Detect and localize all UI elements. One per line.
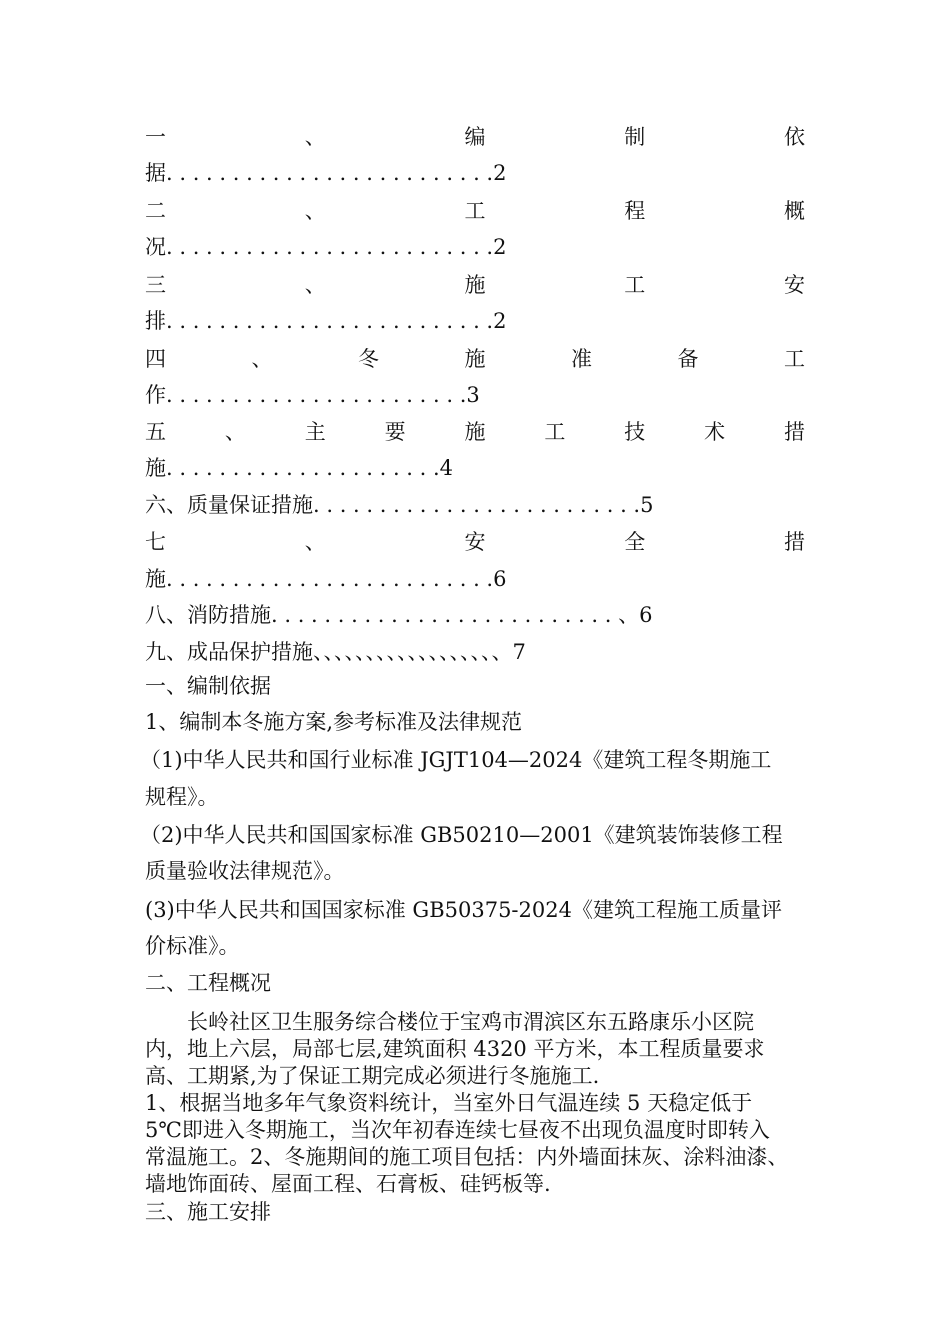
toc-heading-char: 程 <box>624 199 646 223</box>
toc-entry-leader[interactable]: 排. . . . . . . . . . . . . . . . . . . . . . . . .2 <box>145 309 507 333</box>
toc-entry-leader[interactable]: 施. . . . . . . . . . . . . . . . . . . . . . . . .6 <box>145 567 507 591</box>
toc-heading-char: 冬 <box>358 347 379 371</box>
overview-line: 5℃即进入冬期施工，当次年初春连续七昼夜不出现负温度时即转入 <box>145 1118 770 1142</box>
toc-heading-char: 概 <box>784 199 805 223</box>
overview-line: 内，地上六层，局部七层,建筑面积 4320 平方米，本工程质量要求 <box>145 1037 765 1061</box>
toc-heading-char: 措 <box>784 530 805 554</box>
toc-heading-char: 制 <box>624 125 646 149</box>
toc-heading-char: 施 <box>464 420 486 444</box>
toc-entry-heading[interactable] <box>145 417 805 447</box>
toc-heading-char: 、 <box>251 347 273 371</box>
overview-line: 墙地饰面砖、屋面工程、石膏板、硅钙板等. <box>145 1172 551 1196</box>
overview-line: 1、根据当地多年气象资料统计，当室外日气温连续 5 天稳定低于 <box>145 1091 753 1115</box>
toc-heading-char: 术 <box>704 420 726 444</box>
toc-heading-char: 工 <box>464 199 486 223</box>
toc-heading-char: 工 <box>544 420 566 444</box>
toc-heading-char: 主 <box>304 420 326 444</box>
overview-line: 常温施工。2、冬施期间的施工项目包括：内外墙面抹灰、涂料油漆、 <box>145 1145 789 1169</box>
toc-heading-char: 、 <box>304 125 326 149</box>
toc-entry-heading[interactable] <box>145 270 805 300</box>
toc-heading-char: 安 <box>784 273 805 297</box>
toc-heading-char: 全 <box>624 530 646 554</box>
section-heading-overview: 二、工程概况 <box>145 971 271 995</box>
toc-entry[interactable]: 八、消防措施. . . . . . . . . . . . . . . . . . . . . . . . . . 、6 <box>145 603 653 627</box>
toc-heading-char: 施 <box>464 347 486 371</box>
toc-entry-leader[interactable]: 据. . . . . . . . . . . . . . . . . . . . . . . . .2 <box>145 161 507 185</box>
toc-entry-heading[interactable] <box>145 527 805 557</box>
toc-heading-char: 编 <box>464 125 486 149</box>
section-heading-arrangement: 三、施工安排 <box>145 1200 271 1224</box>
toc-entry[interactable]: 九、成品保护措施、、、、、、、、、、、、、、、、、、7 <box>145 640 526 664</box>
toc-heading-char: 措 <box>784 420 805 444</box>
toc-heading-char: 技 <box>624 420 646 444</box>
reference-1-line-2: 规程》。 <box>145 785 219 809</box>
reference-2-line-1: （2)中华人民共和国国家标准 GB50210—2001《建筑装饰装修工程 <box>140 823 783 847</box>
toc-heading-char: 一 <box>145 125 166 149</box>
toc-entry-leader[interactable]: 况. . . . . . . . . . . . . . . . . . . . . . . . .2 <box>145 235 507 259</box>
basis-item-1: 1、编制本冬施方案,参考标准及法律规范 <box>145 710 523 734</box>
toc-entry-heading[interactable] <box>145 344 805 374</box>
toc-entry-heading[interactable] <box>145 122 805 152</box>
toc-heading-char: 二 <box>145 199 166 223</box>
toc-heading-char: 、 <box>304 530 326 554</box>
toc-heading-char: 要 <box>384 420 406 444</box>
toc-heading-char: 、 <box>224 420 246 444</box>
toc-heading-char: 安 <box>464 530 486 554</box>
reference-3-line-1: (3)中华人民共和国国家标准 GB50375-2024《建筑工程施工质量评 <box>145 898 782 922</box>
toc-heading-char: 三 <box>145 273 166 297</box>
toc-heading-char: 工 <box>624 273 646 297</box>
toc-heading-char: 、 <box>304 199 326 223</box>
overview-line: 长岭社区卫生服务综合楼位于宝鸡市渭滨区东五路康乐小区院 <box>145 1010 754 1034</box>
reference-2-line-2: 质量验收法律规范》。 <box>145 859 345 883</box>
toc-heading-char: 七 <box>145 530 166 554</box>
overview-line: 高、工期紧,为了保证工期完成必须进行冬施施工. <box>145 1064 600 1088</box>
toc-entry-leader[interactable]: 施. . . . . . . . . . . . . . . . . . . . .4 <box>145 456 454 480</box>
toc-heading-char: 工 <box>784 347 805 371</box>
toc-heading-char: 施 <box>464 273 486 297</box>
toc-heading-char: 依 <box>784 125 805 149</box>
section-heading-basis: 一、编制依据 <box>145 674 271 698</box>
reference-3-line-2: 价标准》。 <box>145 934 240 958</box>
toc-heading-char: 四 <box>145 347 166 371</box>
toc-heading-char: 五 <box>145 420 166 444</box>
toc-entry-heading[interactable] <box>145 196 805 226</box>
toc-entry[interactable]: 六、质量保证措施. . . . . . . . . . . . . . . . . . . . . . . . .5 <box>145 493 654 517</box>
toc-heading-char: 备 <box>677 347 699 371</box>
reference-1-line-1: （1)中华人民共和国行业标准 JGJT104—2024《建筑工程冬期施工 <box>140 748 772 772</box>
toc-entry-leader[interactable]: 作. . . . . . . . . . . . . . . . . . . . . . .3 <box>145 383 480 407</box>
toc-heading-char: 准 <box>571 347 592 371</box>
toc-heading-char: 、 <box>304 273 326 297</box>
